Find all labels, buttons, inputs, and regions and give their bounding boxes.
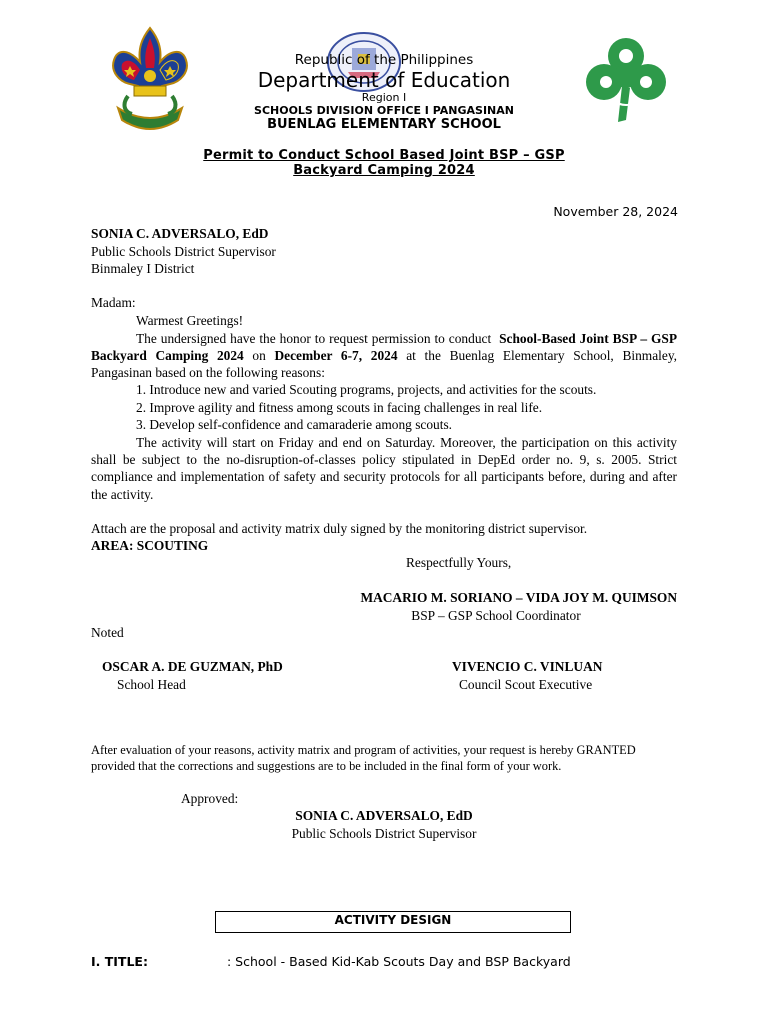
letter-date: November 28, 2024 — [553, 204, 678, 219]
body1-event: School-Based Joint BSP – GSP Backyard Camping 2024 — [91, 331, 677, 364]
activity-design-heading: ACTIVITY DESIGN — [215, 911, 571, 933]
subject-line-1: Permit to Conduct School Based Joint BSP – GSP — [203, 148, 565, 163]
region-line: Region I — [361, 91, 407, 104]
body-paragraph-2: The activity will start on Friday and end on Saturday. Moreover, the participation on this activity shall be subject to the no-disruption-of-classes policy stipulated in DepEd order no. 9, s. 2005. Strict compliance and implementation of safety and security protocols for all participants before, during and after the activity. — [91, 435, 677, 502]
noted-label: Noted — [91, 625, 124, 640]
title-label: I. TITLE: — [91, 954, 148, 969]
school-head-name: OSCAR A. DE GUZMAN, PhD — [102, 659, 283, 674]
body1-text-b: at the Buenlag Elementary School, Binmaley, Pangasinan based on the following reasons: — [91, 348, 677, 381]
body-paragraph-1 — [91, 330, 677, 382]
subject-line-2: Backyard Camping 2024 — [293, 163, 475, 178]
gsp-trefoil-icon — [582, 30, 670, 126]
school-head-title: School Head — [117, 677, 186, 692]
title-value: : School - Based Kid-Kab Scouts Day and BSP Backyard — [227, 954, 571, 969]
department-line: Department of Education — [257, 68, 511, 92]
sender-title: BSP – GSP School Coordinator — [411, 608, 581, 623]
division-line: SCHOOLS DIVISION OFFICE I PANGASINAN — [254, 104, 514, 117]
addressee-name: SONIA C. ADVERSALO, EdD — [91, 226, 269, 241]
approver-name: SONIA C. ADVERSALO, EdD — [295, 808, 473, 823]
area-line: AREA: SCOUTING — [91, 538, 209, 553]
sender-names: MACARIO M. SORIANO – VIDA JOY M. QUIMSON — [360, 590, 677, 605]
closing: Respectfully Yours, — [406, 555, 512, 570]
salutation: Madam: — [91, 295, 136, 310]
approval-text: After evaluation of your reasons, activity matrix and program of activities, your request is hereby GRANTED provided that the corrections and suggestions are to be included in the final form of your work. — [91, 743, 636, 773]
body1-text-a: The undersigned have the honor to request permission to conduct — [136, 331, 492, 346]
body1-date: December 6-7, 2024 — [274, 348, 398, 364]
reason-3: 3. Develop self-confidence and camaraderie among scouts. — [136, 417, 453, 432]
reason-1: 1. Introduce new and varied Scouting programs, projects, and activities for the scouts. — [136, 382, 597, 397]
approved-label: Approved: — [181, 791, 239, 806]
school-name: BUENLAG ELEMENTARY SCHOOL — [267, 117, 501, 132]
attachment-note: Attach are the proposal and activity matrix duly signed by the monitoring district supervisor. — [91, 521, 588, 536]
scout-executive-name: VIVENCIO C. VINLUAN — [452, 659, 603, 674]
reason-2: 2. Improve agility and fitness among scouts in facing challenges in real life. — [136, 400, 543, 415]
republic-line: Republic of the Philippines — [294, 52, 474, 68]
addressee-district: Binmaley I District — [91, 261, 195, 276]
addressee-title: Public Schools District Supervisor — [91, 244, 276, 259]
approver-title: Public Schools District Supervisor — [291, 826, 477, 841]
bsp-logo-icon — [108, 24, 192, 144]
body1-on: on — [252, 348, 266, 364]
scout-executive-title: Council Scout Executive — [459, 677, 593, 692]
greeting: Warmest Greetings! — [136, 313, 244, 328]
